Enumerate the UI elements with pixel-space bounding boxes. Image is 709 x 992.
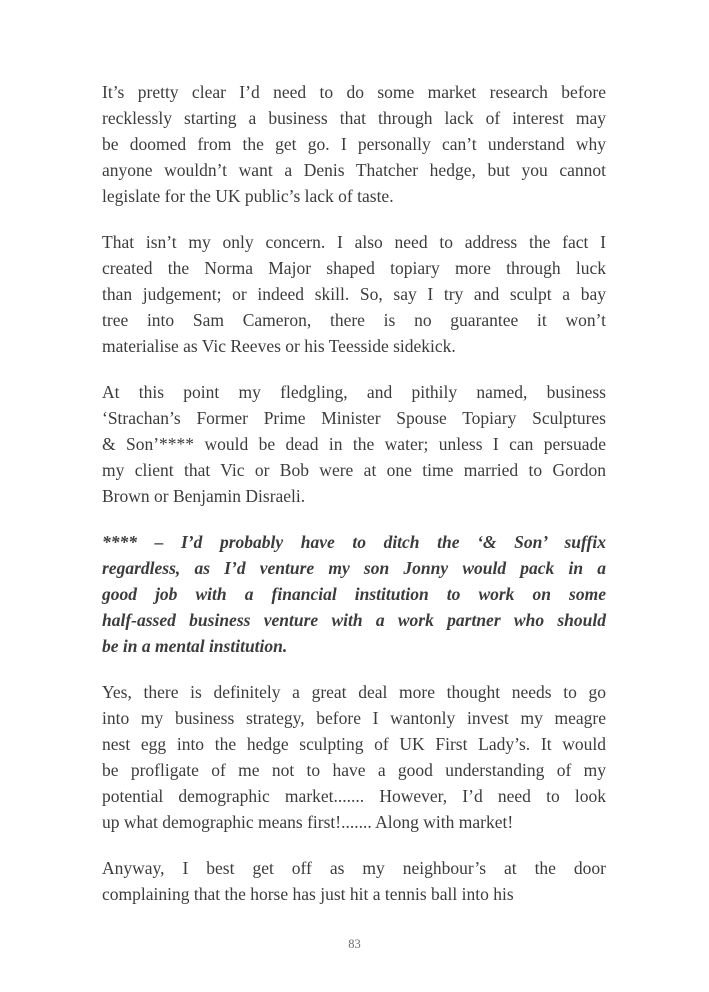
text-line: created the Norma Major shaped topiary more through luck — [102, 258, 606, 278]
text-line: At this point my fledgling, and pithily named, business — [102, 382, 606, 402]
text-line: be profligate of me not to have a good understanding of my — [102, 760, 606, 780]
text-line: into my business strategy, before I wantonly invest my meagre — [102, 708, 606, 728]
paragraph — [102, 79, 606, 209]
text-line: potential demographic market....... However, I’d need to look — [102, 786, 606, 806]
paragraph — [102, 229, 606, 359]
paragraph — [102, 379, 606, 509]
footnote-paragraph — [102, 529, 606, 659]
text-line: tree into Sam Cameron, there is no guarantee it won’t — [102, 310, 606, 330]
text-line: Brown or Benjamin Disraeli. — [102, 486, 306, 506]
text-line: & Son’**** would be dead in the water; unless I can persuade — [102, 434, 606, 454]
text-line: materialise as Vic Reeves or his Teesside sidekick. — [102, 336, 456, 356]
text-line: recklessly starting a business that through lack of interest may — [102, 108, 606, 128]
text-line: It’s pretty clear I’d need to do some market research before — [102, 82, 606, 102]
page-content — [102, 79, 606, 927]
page-number: 83 — [348, 937, 361, 951]
text-line: regardless, as I’d venture my son Jonny would pack in a — [102, 558, 606, 578]
text-line: **** – I’d probably have to ditch the ‘& Son’ suffix — [102, 532, 606, 552]
text-line: than judgement; or indeed skill. So, say I try and sculpt a bay — [102, 284, 606, 304]
text-line: anyone wouldn’t want a Denis Thatcher hedge, but you cannot — [102, 160, 606, 180]
text-line: be in a mental institution. — [102, 636, 288, 656]
text-line: half-assed business venture with a work partner who should — [102, 610, 606, 630]
paragraph — [102, 679, 606, 835]
text-line: be doomed from the get go. I personally can’t understand why — [102, 134, 606, 154]
text-line: That isn’t my only concern. I also need to address the fact I — [102, 232, 606, 252]
text-line: good job with a financial institution to work on some — [102, 584, 606, 604]
text-line: legislate for the UK public’s lack of taste. — [102, 186, 394, 206]
text-line: Yes, there is definitely a great deal more thought needs to go — [102, 682, 606, 702]
paragraph — [102, 855, 606, 907]
text-line: ‘Strachan’s Former Prime Minister Spouse Topiary Sculptures — [102, 408, 606, 428]
text-line: complaining that the horse has just hit a tennis ball into his — [102, 884, 514, 904]
text-line: Anyway, I best get off as my neighbour’s at the door — [102, 858, 606, 878]
text-line: nest egg into the hedge sculpting of UK First Lady’s. It would — [102, 734, 606, 754]
text-line: up what demographic means first!....... Along with market! — [102, 812, 514, 832]
text-line: my client that Vic or Bob were at one time married to Gordon — [102, 460, 606, 480]
